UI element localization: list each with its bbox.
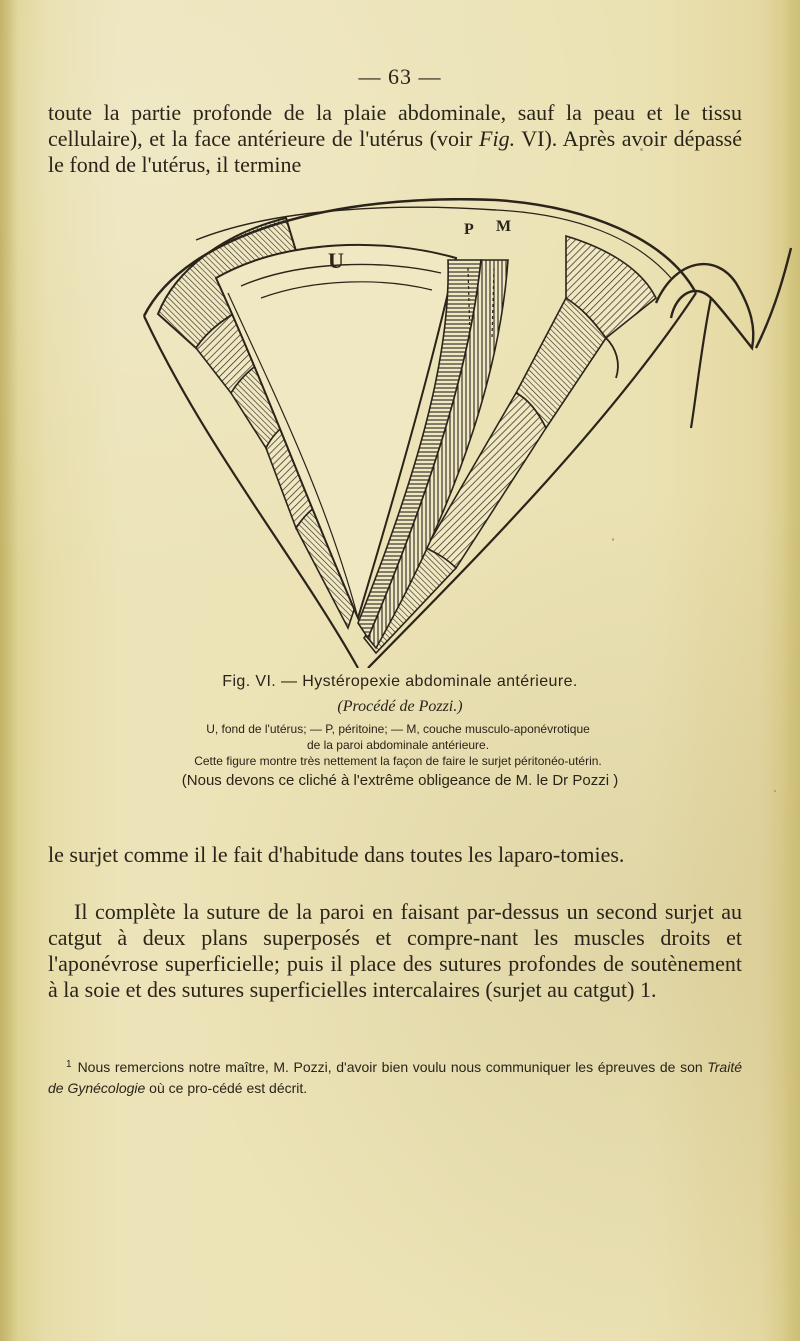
paper-speck [612, 538, 614, 541]
figure-legend [48, 721, 748, 769]
paragraph-suture [48, 899, 742, 1003]
hysteropexy-figure [136, 198, 794, 668]
page-left-edge-shadow [0, 0, 18, 1341]
paragraph-surjet: le surjet comme il le fait d'habitude dans toutes les laparo-tomies. [48, 842, 625, 867]
figure-legend-line: U, fond de l'utérus; — P, péritoine; — M, couche musculo-aponévrotique [206, 722, 590, 736]
figure-caption-subtitle: (Procédé de Pozzi.) [337, 698, 463, 715]
label-peritoine: P [464, 221, 474, 238]
figure-caption-title: Fig. VI. — Hystéropexie abdominale antérieure. [222, 673, 578, 690]
figure-legend-line: de la paroi abdominale antérieure. [306, 738, 490, 752]
hysteropexy-illustration [136, 198, 794, 668]
paragraph-suture-end: . [650, 977, 657, 1002]
label-muscle: M [496, 218, 512, 235]
footnote-text-start: Nous remercions notre maître, M. Pozzi, d'avoir bien voulu nous communiquer les épreuves de son [77, 1059, 708, 1075]
figure-legend-line: Cette figure montre très nettement la façon de faire le surjet péritonéo-utérin. [194, 754, 602, 768]
label-uterus: U [328, 248, 344, 273]
footnote-text-end: où ce pro-cédé est décrit. [145, 1080, 308, 1096]
footnote-mark: 1 [66, 1059, 72, 1070]
figure-reference: Fig. [479, 126, 516, 151]
paper-speck [774, 790, 776, 792]
paragraph-intro [48, 100, 742, 178]
figure-credit: (Nous devons ce cliché à l'extrême obligeance de M. le Dr Pozzi ) [181, 772, 619, 789]
page-number: — 63 — [358, 64, 442, 89]
footnote-book-title: Traité de Gynécologie [48, 1059, 742, 1096]
footnote-reference: 1 [639, 977, 651, 1002]
footnote [48, 1058, 742, 1098]
paragraph-intro-start: toute la partie profonde de la plaie abdominale, sauf la peau et le tissu cellulaire), et la face antérieure de l'utérus (voir [48, 100, 742, 151]
paragraph-suture-text: Il complète la suture de la paroi en faisant par-dessus un second surjet au catgut à deux plans superposés et compre-nant les muscles droits et l'aponévrose superficielle; puis il place des sutures profondes de soutènement à la soie et des sutures superficielles intercalaires (surjet au catgut) [48, 899, 742, 1002]
paper-speck [640, 148, 643, 151]
paragraph-intro-end: VI). Après avoir dépassé le fond de l'utérus, il termine [48, 126, 743, 177]
